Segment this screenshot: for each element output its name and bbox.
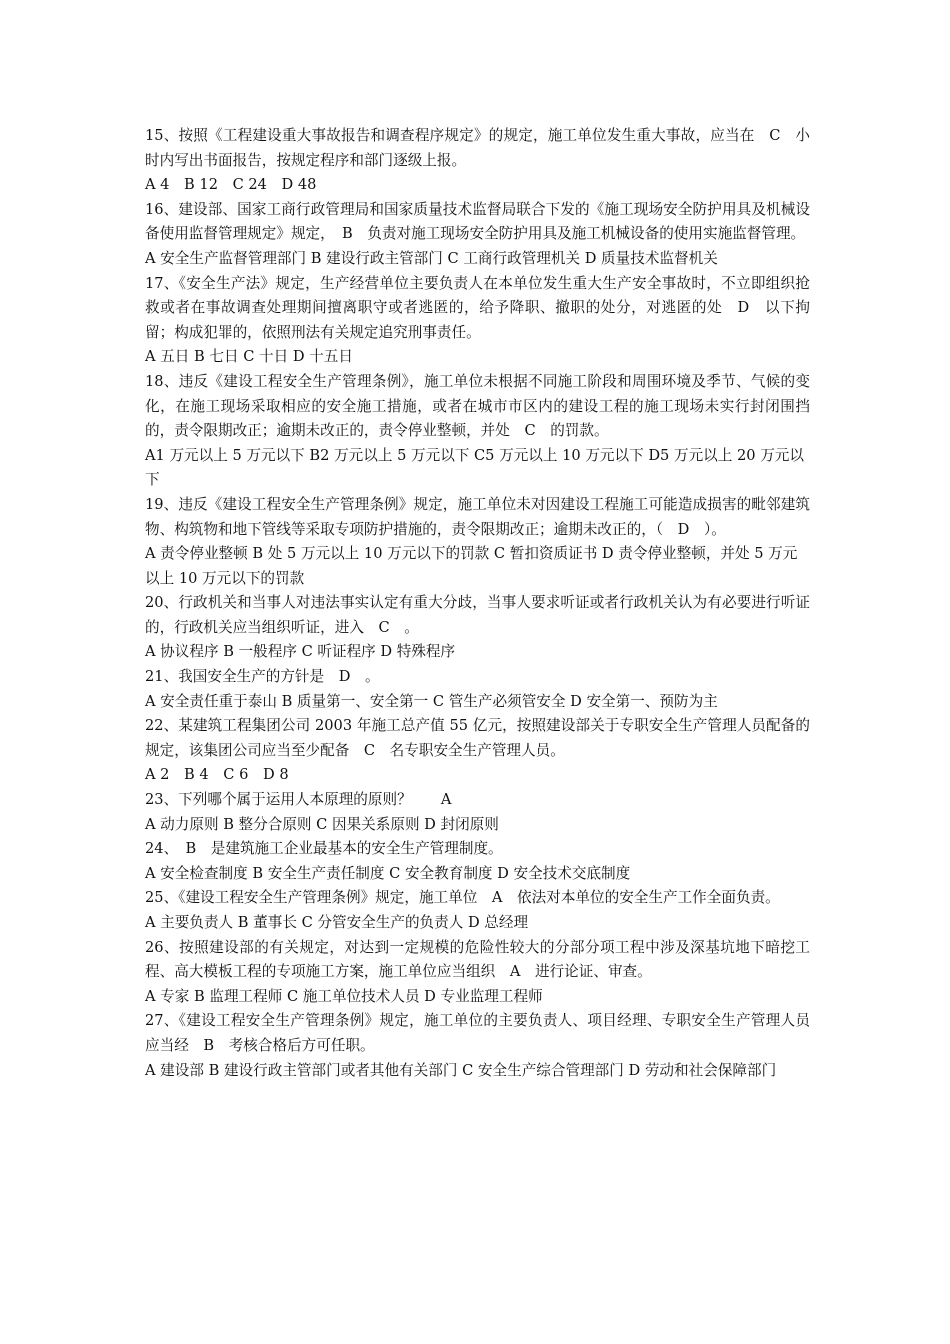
document-page — [145, 124, 810, 1083]
question-stem: 18、违反《建设工程安全生产管理条例》，施工单位未根据不同施工阶段和周围环境及季节、气候的变化，在施工现场采取相应的安全施工措施，或者在城市市区内的建设工程的施工现场未实行封闭围挡的，责令限期改正；逾期未改正的，责令停业整顿，并处 C 的罚款。 — [145, 372, 810, 440]
question-22 — [145, 714, 810, 788]
question-options: A 4 B 12 C 24 D 48 — [145, 176, 317, 194]
question-stem: 15、按照《工程建设重大事故报告和调查程序规定》的规定，施工单位发生重大事故，应当在 C 小时内写出书面报告，按规定程序和部门逐级上报。 — [145, 127, 810, 169]
question-24 — [145, 837, 810, 886]
question-options: A 五日 B 七日 C 十日 D 十五日 — [145, 348, 353, 366]
question-stem: 22、某建筑工程集团公司 2003 年施工总产值 55 亿元，按照建设部关于专职安全生产管理人员配备的规定，该集团公司应当至少配备 C 名专职安全生产管理人员。 — [145, 717, 810, 759]
question-options: A 安全责任重于泰山 B 质量第一、安全第一 C 管生产必须管安全 D 安全第一、预防为主 — [145, 692, 718, 710]
question-18 — [145, 370, 810, 493]
question-stem: 17、《安全生产法》规定，生产经营单位主要负责人在本单位发生重大生产安全事故时，不立即组织抢救或者在事故调查处理期间擅离职守或者逃匿的，给予降职、撤职的处分，对逃匿的处 D 以下拘留；构成犯罪的，依照刑法有关规定追究刑事责任。 — [145, 274, 810, 341]
question-options: A 2 B 4 C 6 D 8 — [145, 766, 289, 784]
question-26 — [145, 936, 810, 1010]
question-options: A1 万元以上 5 万元以下 B2 万元以上 5 万元以下 C5 万元以上 10 万元以下 D5 万元以上 20 万元以下 — [145, 446, 804, 489]
question-16 — [145, 198, 810, 272]
question-stem: 25、《建设工程安全生产管理条例》规定，施工单位 A 依法对本单位的安全生产工作全面负责。 — [145, 889, 780, 907]
question-stem: 24、 B 是建筑施工企业最基本的安全生产管理制度。 — [145, 840, 503, 858]
question-options: A 协议程序 B 一般程序 C 听证程序 D 特殊程序 — [145, 643, 456, 661]
question-stem: 26、按照建设部的有关规定，对达到一定规模的危险性较大的分部分项工程中涉及深基坑地下暗挖工程、高大模板工程的专项施工方案，施工单位应当组织 A 进行论证、审查。 — [145, 938, 810, 981]
question-23 — [145, 788, 810, 837]
question-stem: 23、下列哪个属于运用人本原理的原则？ A — [145, 791, 452, 809]
question-stem: 20、行政机关和当事人对违法事实认定有重大分歧，当事人要求听证或者行政机关认为有必要进行听证的，行政机关应当组织听证，进入 C 。 — [145, 594, 810, 636]
question-options: A 安全检查制度 B 安全生产责任制度 C 安全教育制度 D 安全技术交底制度 — [145, 864, 631, 882]
question-15 — [145, 124, 810, 198]
question-options: A 安全生产监督管理部门 B 建设行政主管部门 C 工商行政管理机关 D 质量技术监督机关 — [145, 249, 718, 267]
question-20 — [145, 591, 810, 665]
question-25 — [145, 886, 810, 935]
question-stem: 27、《建设工程安全生产管理条例》规定，施工单位的主要负责人、项目经理、专职安全生产管理人员应当经 B 考核合格后方可任职。 — [145, 1012, 810, 1054]
question-options: A 责令停业整顿 B 处 5 万元以上 10 万元以下的罚款 C 暂扣资质证书 D 责令停业整顿，并处 5 万元以上 10 万元以下的罚款 — [145, 545, 798, 587]
question-stem: 16、建设部、国家工商行政管理局和国家质量技术监督局联合下发的《施工现场安全防护用具及机械设备使用监督管理规定》规定， B 负责对施工现场安全防护用具及施工机械设备的使用实施监督管理。 — [145, 200, 810, 243]
question-stem: 19、违反《建设工程安全生产管理条例》规定，施工单位未对因建设工程施工可能造成损害的毗邻建筑物、构筑物和地下管线等采取专项防护措施的，责令限期改正；逾期未改正的，（ D ）。 — [145, 495, 810, 538]
question-options: A 专家 B 监理工程师 C 施工单位技术人员 D 专业监理工程师 — [145, 987, 543, 1005]
question-21 — [145, 665, 810, 714]
question-27 — [145, 1009, 810, 1083]
question-options: A 动力原则 B 整分合原则 C 因果关系原则 D 封闭原则 — [145, 815, 499, 833]
question-options: A 主要负责人 B 董事长 C 分管安全生产的负责人 D 总经理 — [145, 914, 529, 931]
question-stem: 21、我国安全生产的方针是 D 。 — [145, 668, 380, 686]
question-19 — [145, 493, 810, 591]
question-options: A 建设部 B 建设行政主管部门或者其他有关部门 C 安全生产综合管理部门 D 劳动和社会保障部门 — [145, 1061, 777, 1079]
question-17 — [145, 272, 810, 370]
